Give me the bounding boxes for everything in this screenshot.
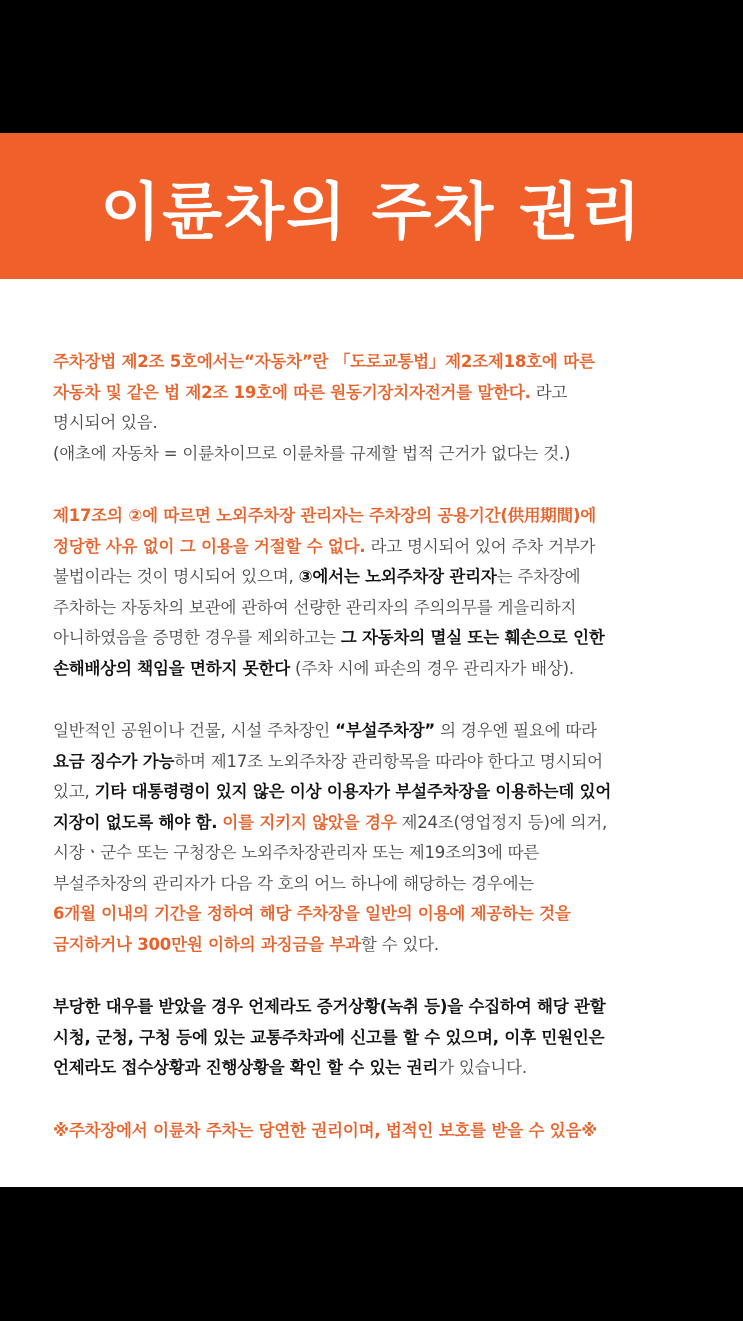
text-segment: 제17조의 ②에 따르면 노외주차장 관리자는 주차장의 공용기간(供用期間)에 [53, 506, 596, 525]
text-segment: 의 경우엔 필요에 따라 [435, 721, 597, 740]
text-segment: 6개월 이내의 기간을 정하여 해당 주차장을 일반의 이용에 제공하는 것을 [53, 904, 571, 923]
text-segment: 하며 제17조 노외주차장 관리항목을 따라야 한다고 명시되어 [174, 751, 603, 771]
paragraph [53, 501, 693, 684]
text-segment: 아니하였음을 증명한 경우를 제외하고는 [53, 628, 341, 647]
text-line [53, 930, 693, 961]
text-segment: 불법이라는 것이 명시되어 있으며, [53, 567, 299, 586]
text-line [53, 593, 693, 624]
article-body [0, 279, 743, 1187]
paragraph-list [53, 347, 693, 1178]
text-line [53, 1023, 693, 1054]
text-segment: 정당한 사유 없이 그 이용을 거절할 수 없다. [53, 536, 366, 556]
text-line [53, 1116, 693, 1147]
paragraph [53, 716, 693, 960]
text-line [53, 623, 693, 654]
text-segment: 금지하거나 300만원 이하의 과징금을 부과 [53, 934, 361, 954]
text-segment: 언제라도 접수상황과 진행상황을 확인 할 수 있는 권리 [53, 1058, 439, 1077]
text-segment: 이를 지키지 않았을 경우 [222, 812, 397, 832]
text-segment: 제24조(영업정지 등)에 의거, [396, 812, 608, 832]
text-segment: 지장이 없도록 해야 함. [53, 812, 218, 832]
text-segment: 는 주차장에 [496, 567, 581, 586]
text-segment: 명시되어 있음. [53, 413, 158, 432]
text-segment: 일반적인 공원이나 건물, 시설 주차장인 [53, 721, 336, 740]
title-banner [0, 133, 743, 279]
text-line [53, 747, 693, 778]
text-segment: 부당한 대우를 받았을 경우 언제라도 증거상황(녹취 등)을 수집하여 해당 관할 [53, 997, 606, 1016]
text-segment: 주차하는 자동차의 보관에 관하여 선량한 관리자의 주의의무를 게을리하지 [53, 597, 577, 617]
text-line [53, 899, 693, 930]
text-segment: “부설주차장” [335, 721, 436, 740]
text-line [53, 716, 693, 747]
text-line [53, 439, 693, 470]
text-segment: (애초에 자동차 = 이륜차이므로 이륜차를 규제할 법적 근거가 없다는 것.) [53, 443, 571, 463]
page-title: 이륜차의 주차 권리 [100, 174, 643, 248]
bottom-black-bar [0, 1187, 743, 1321]
top-black-bar [0, 0, 743, 133]
text-line [53, 654, 693, 685]
text-segment: 라고 [530, 382, 568, 402]
text-segment: ※주차장에서 이륜차 주차는 당연한 권리이며, 법적인 보호를 받을 수 있음※ [53, 1120, 598, 1140]
text-line [53, 347, 693, 378]
text-segment: 요금 징수가 가능 [53, 751, 175, 771]
text-line [53, 408, 693, 439]
paragraph [53, 992, 693, 1084]
text-line [53, 378, 693, 409]
text-segment: 있고, [53, 782, 95, 801]
text-segment: 손해배상의 책임을 면하지 못한다 [53, 658, 290, 678]
paragraph [53, 1116, 693, 1147]
text-line [53, 808, 693, 839]
text-segment: 부설주차장의 관리자가 다음 각 호의 어느 하나에 해당하는 경우에는 [53, 873, 535, 893]
text-segment: 할 수 있다. [360, 934, 439, 954]
text-segment: (주차 시에 파손의 경우 관리자가 배상). [289, 658, 574, 678]
text-segment: ③에서는 노외주차장 관리자 [298, 567, 497, 586]
text-line [53, 777, 693, 808]
text-line [53, 501, 693, 532]
text-segment: 시청, 군청, 구청 등에 있는 교통주차과에 신고를 할 수 있으며, 이후 민원인은 [53, 1027, 605, 1047]
text-segment: 시장ㆍ군수 또는 구청장은 노외주차장관리자 또는 제19조의3에 따른 [53, 843, 540, 862]
text-line [53, 532, 693, 563]
text-segment: 주차장법 제2조 5호에서는“자동차”란 「도로교통법」제2조제18호에 따른 [53, 352, 595, 371]
text-line [53, 1053, 693, 1084]
paragraph [53, 347, 693, 469]
text-segment: 라고 명시되어 있어 주차 거부가 [365, 536, 596, 556]
text-segment: 가 있습니다. [438, 1058, 527, 1077]
text-line [53, 992, 693, 1023]
text-segment: 그 자동차의 멸실 또는 훼손으로 인한 [340, 628, 605, 647]
text-line [53, 838, 693, 869]
text-line [53, 869, 693, 900]
text-segment: 자동차 및 같은 법 제2조 19호에 따른 원동기장치자전거를 말한다. [53, 382, 531, 402]
text-line [53, 562, 693, 593]
text-segment: 기타 대통령령이 있지 않은 이상 이용자가 부설주차장을 이용하는데 있어 [94, 782, 612, 801]
